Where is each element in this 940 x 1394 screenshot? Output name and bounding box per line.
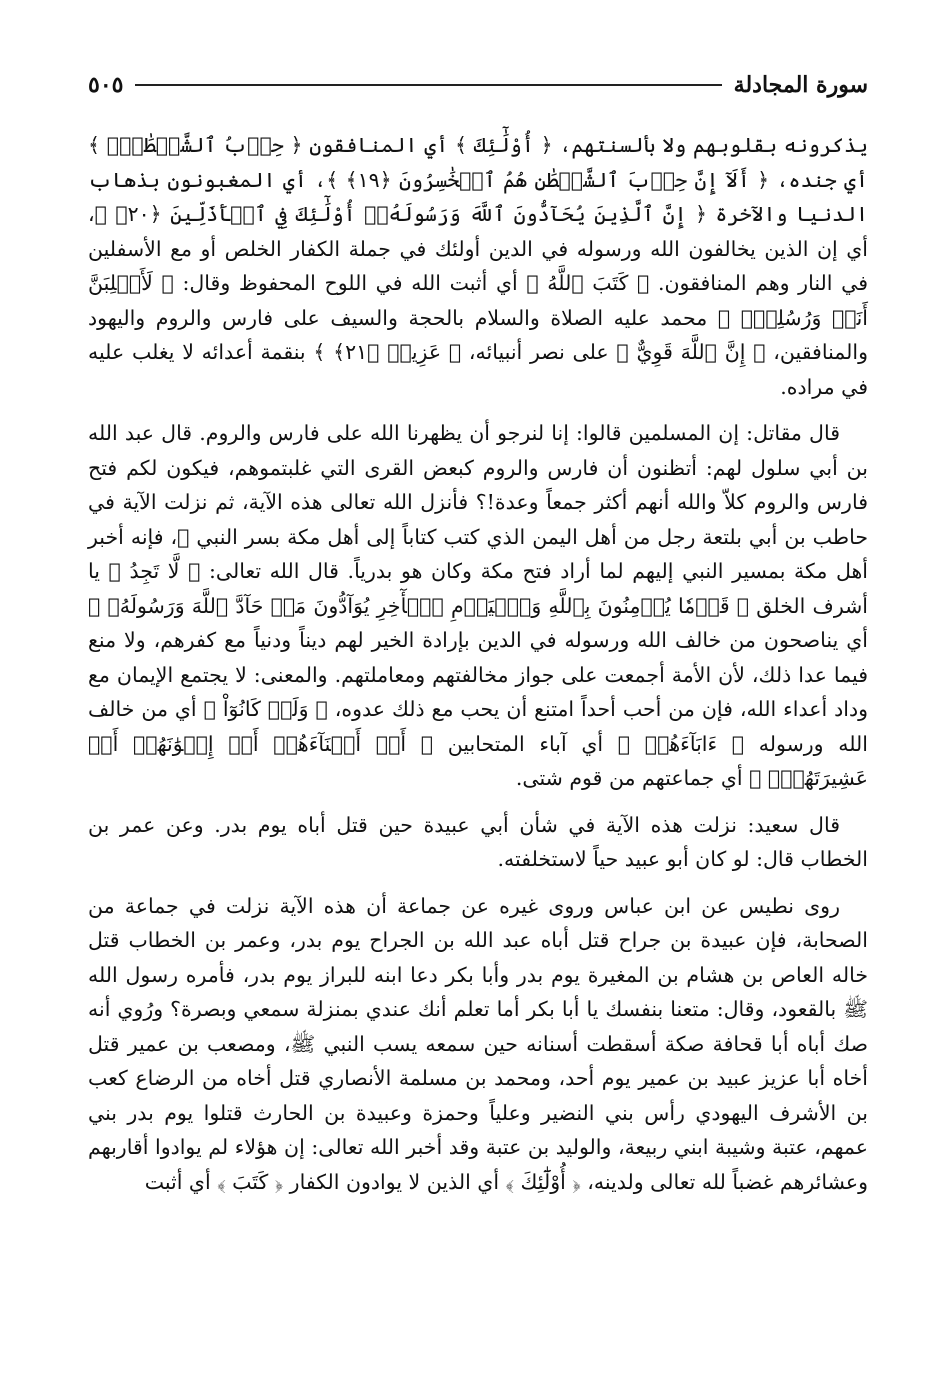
page-number: ٥٠٥ [88, 72, 124, 98]
page [88, 62, 868, 1372]
paragraph-2: قال مقاتل: إن المسلمين قالوا: إنا لنرجو أن يظهرنا الله على فارس والروم. قال عبد الله بن أبي سلول لهم: أتظنون أن فارس والروم كبعض القرى التي غلبتموهم، فيكون لكم فتح فارس والروم كلاّ والله أنهم أكثر جمعاً وعدة!؟ فأنزل الله تعالى هذه الآية، ثم نزلت الآية في حاطب بن أبي بلتعة رجل من أهل اليمن الذي كتب كتاباً إلى أهل مكة بسر النبي ﷺ، فإنه أخبر أهل مكة بمسير النبي إليهم لما أراد فتح مكة وكان هو بدرياً. قال الله تعالى: ﴿ لَّا تَجِدُ ﴾ يا أشرف الخلق ﴿ قَوۡمٗا يُؤۡمِنُونَ بِٱللَّهِ وَٱلۡيَوۡمِ ٱلۡأٓخِرِ يُوَآدُّونَ مَنۡ حَآدَّ ٱللَّهَ وَرَسُولَهُۥ ﴾ أي يناصحون من خالف الله ورسوله في الدين بإرادة الخير لهم ديناً ودنياً مع كفرهم، ولا منع فيما عدا ذلك، لأن الأمة أجمعت على جواز مخالفتهم ومعاملتهم. والمعنى: لا يجتمع الإيمان مع وداد أعداء الله، فإن من أحب أحداً امتنع أن يحب مع ذلك عدوه، ﴿ وَلَوۡ كَانُوٓاْ ﴾ أي من خالف الله ورسوله ﴿ ءَابَآءَهُمۡ ﴾ أي آباء المتحابين ﴿ أَوۡ أَبۡنَآءَهُمۡ أَوۡ إِخۡوَٰنَهُمۡ أَوۡ عَشِيرَتَهُمۡۚ ﴾ أي جماعتهم من قوم شتى. [88, 421, 868, 790]
paragraph-4: روى نطيس عن ابن عباس وروى غيره عن جماعة أن هذه الآية نزلت في جماعة من الصحابة، فإن عبيدة بن جراح قتل أباه عبد الله بن الجراح يوم بدر، وعمر بن الخطاب قتل خاله العاص بن هشام بن المغيرة يوم بدر وأبا بكر دعا ابنه للبراز يوم بدر، فأمره رسول الله ﷺ بالقعود، وقال: متعنا بنفسك يا أبا بكر أما تعلم أنك عندي بمنزلة سمعي وبصرة؟ ورُوي أنه صك أباه أبا قحافة صكة أسقطت أسنانه حين سمعه يسب النبي ﷺ، ومصعب بن عمير قتل أخاه أبا عزيز عبيد بن عمير يوم أحد، ومحمد بن مسلمة الأنصاري قتل أخاه من الرضاع كعب بن الأشرف اليهودي رأس بني النضير وعلياً وحمزة وعبيدة بن الحارث قتلوا يوم بدر بني عمهم، عتبة وشيبة ابني ربيعة، والوليد بن عتبة وقد أخبر الله تعالى: إن هؤلاء لم يوادوا أقاربهم وعشائرهم غضباً لله تعالى ولدينه، ﴿ أُوْلَٰٓئِكَ ﴾ أي الذين لا يوادون الكفار ﴿ كَتَبَ ﴾ أي أثبت [88, 893, 868, 1194]
sura-title: سورة المجادلة [733, 72, 868, 98]
paragraph-3: قال سعيد: نزلت هذه الآية في شأن أبي عبيدة حين قتل أباه يوم بدر. وعن عمر بن الخطاب قال: لو كان أبو عبيد حياً لاستخلفته. [88, 812, 868, 871]
page-header [88, 62, 868, 108]
paragraph-1: يذكرونه بقلوبهم ولا بألسنتهم، ﴿ أُوْلَٰٓئِكَ ﴾ أي المنافقون ﴿ حِزۡبُ ٱلشَّيۡطَٰنِۚ ﴾ أي جنده، ﴿ أَلَآ إِنَّ حِزۡبَ ٱلشَّيۡطَٰنِ هُمُ ٱلۡخَٰسِرُونَ ﴿١٩﴾ ﴾، أي المغبونون بذهاب الدنيا والآخرة ﴿ إِنَّ ٱلَّذِينَ يُحَآدُّونَ ٱللَّهَ وَرَسُولَهُۥٓ أُوْلَٰٓئِكَ فِي ٱلۡأَذَلِّينَ ﴿٢٠﴾ ﴾، أي إن الذين يخالفون الله ورسوله في الدين أولئك في جملة الكفار الخلص أو مع الأسفلين في النار وهم المنافقون. ﴿ كَتَبَ ٱللَّهُ ﴾ أي أثبت الله في اللوح المحفوظ وقال: ﴿ لَأَغۡلِبَنَّ أَنَا۠ وَرُسُلِيٓۚ ﴾ محمد عليه الصلاة والسلام بالحجة والسيف على فارس والروم واليهود والمنافقين، ﴿ إِنَّ ٱللَّهَ قَوِيٌّ ﴾ على نصر أنبيائه، ﴿ عَزِيزٞ ﴿٢١﴾ ﴾ بنقمة أعدائه لا يغلب عليه في مراده. [88, 133, 868, 399]
header-rule [135, 84, 721, 86]
